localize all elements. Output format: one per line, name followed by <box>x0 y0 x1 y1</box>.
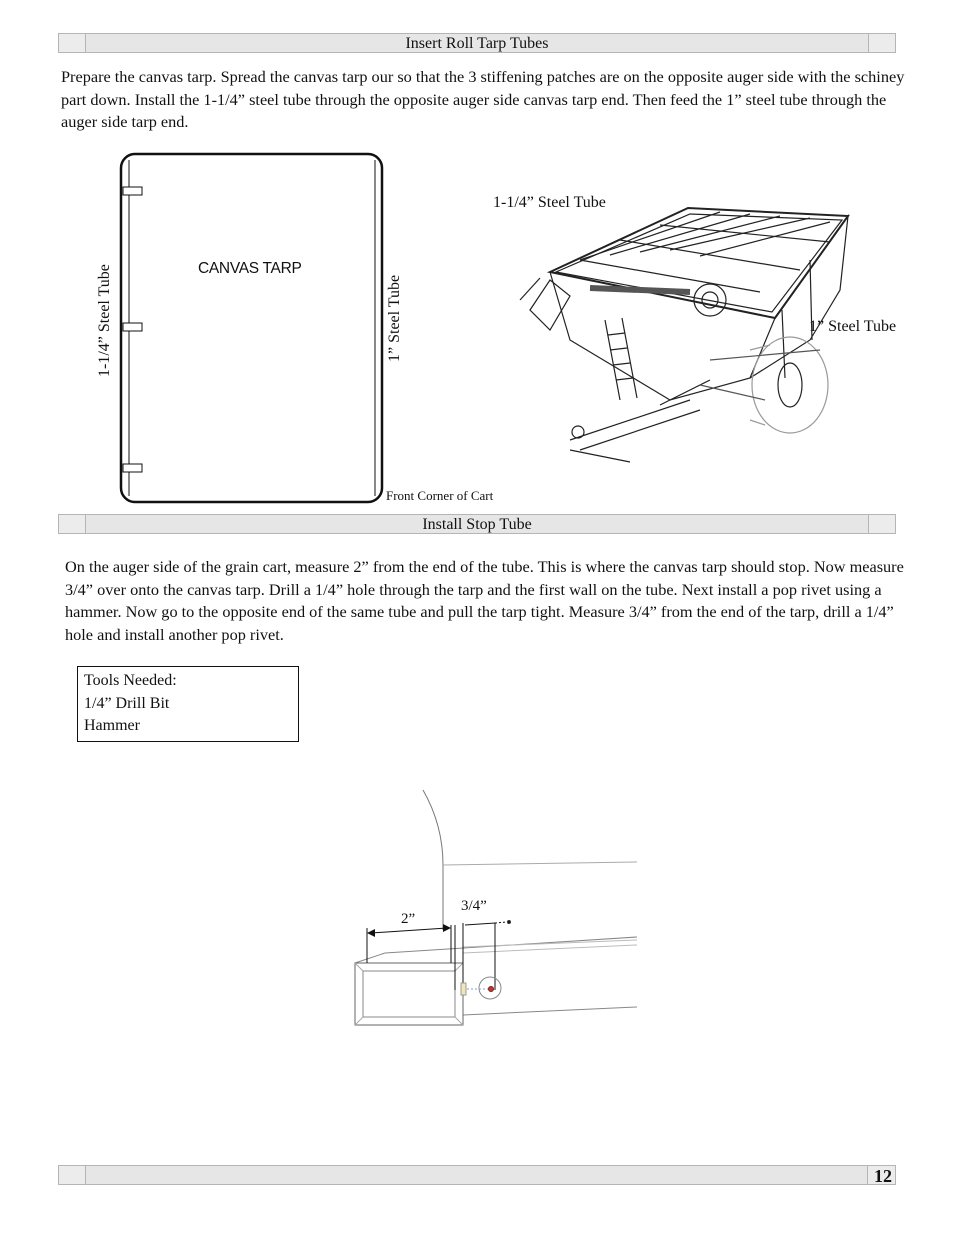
section-title-install: Install Stop Tube <box>422 516 532 533</box>
tools-needed-box <box>77 666 299 742</box>
front-corner-label: Front Corner of Cart <box>386 488 494 503</box>
footer-bar <box>58 1165 896 1185</box>
canvas-tarp-label: CANVAS TARP <box>198 260 302 277</box>
tarp-right-tube-label: 1” Steel Tube <box>386 274 403 362</box>
dimension-2-label: 2” <box>401 911 416 927</box>
cart-side-tube-label: 1” Steel Tube <box>809 318 897 335</box>
section-header-insert <box>58 33 896 53</box>
tarp-left-tube-label: 1-1/4” Steel Tube <box>96 264 113 377</box>
cart-top-tube-label: 1-1/4” Steel Tube <box>493 194 606 211</box>
stop-tube-diagram <box>345 785 640 1050</box>
tools-heading: Tools Needed: <box>84 672 177 689</box>
canvas-tarp-diagram <box>110 150 390 510</box>
grain-cart-illustration <box>510 200 855 465</box>
section-title-insert: Insert Roll Tarp Tubes <box>405 35 549 52</box>
page-number: 12 <box>874 1166 892 1186</box>
insert-paragraph: Prepare the canvas tarp. Spread the canvas tarp our so that the 3 stiffening patches are on the opposite auger side with the schiney part down. Install the 1-1/4” steel tube through the opposite auger side canvas tarp end. Then feed the 1” steel tube through the auger side tarp end. <box>61 67 905 131</box>
tool-item: 1/4” Drill Bit <box>84 694 170 712</box>
install-paragraph: On the auger side of the grain cart, measure 2” from the end of the tube. This is where the canvas tarp should stop. Now measure 3/4” over onto the canvas tarp. Drill a 1/4” hole through the tarp and the first wall on the tube. Next install a pop rivet using a hammer. Now go to the opposite end of the same tube and pull the tarp tight. Measure 3/4” from the end of the tarp, drill a 1/4” hole and install another pop rivet. <box>65 557 904 644</box>
section-header-install <box>58 514 896 534</box>
bar-cap-left <box>59 1166 86 1184</box>
dimension-3-4-label: 3/4” <box>461 898 487 914</box>
tool-item: Hammer <box>84 717 140 734</box>
